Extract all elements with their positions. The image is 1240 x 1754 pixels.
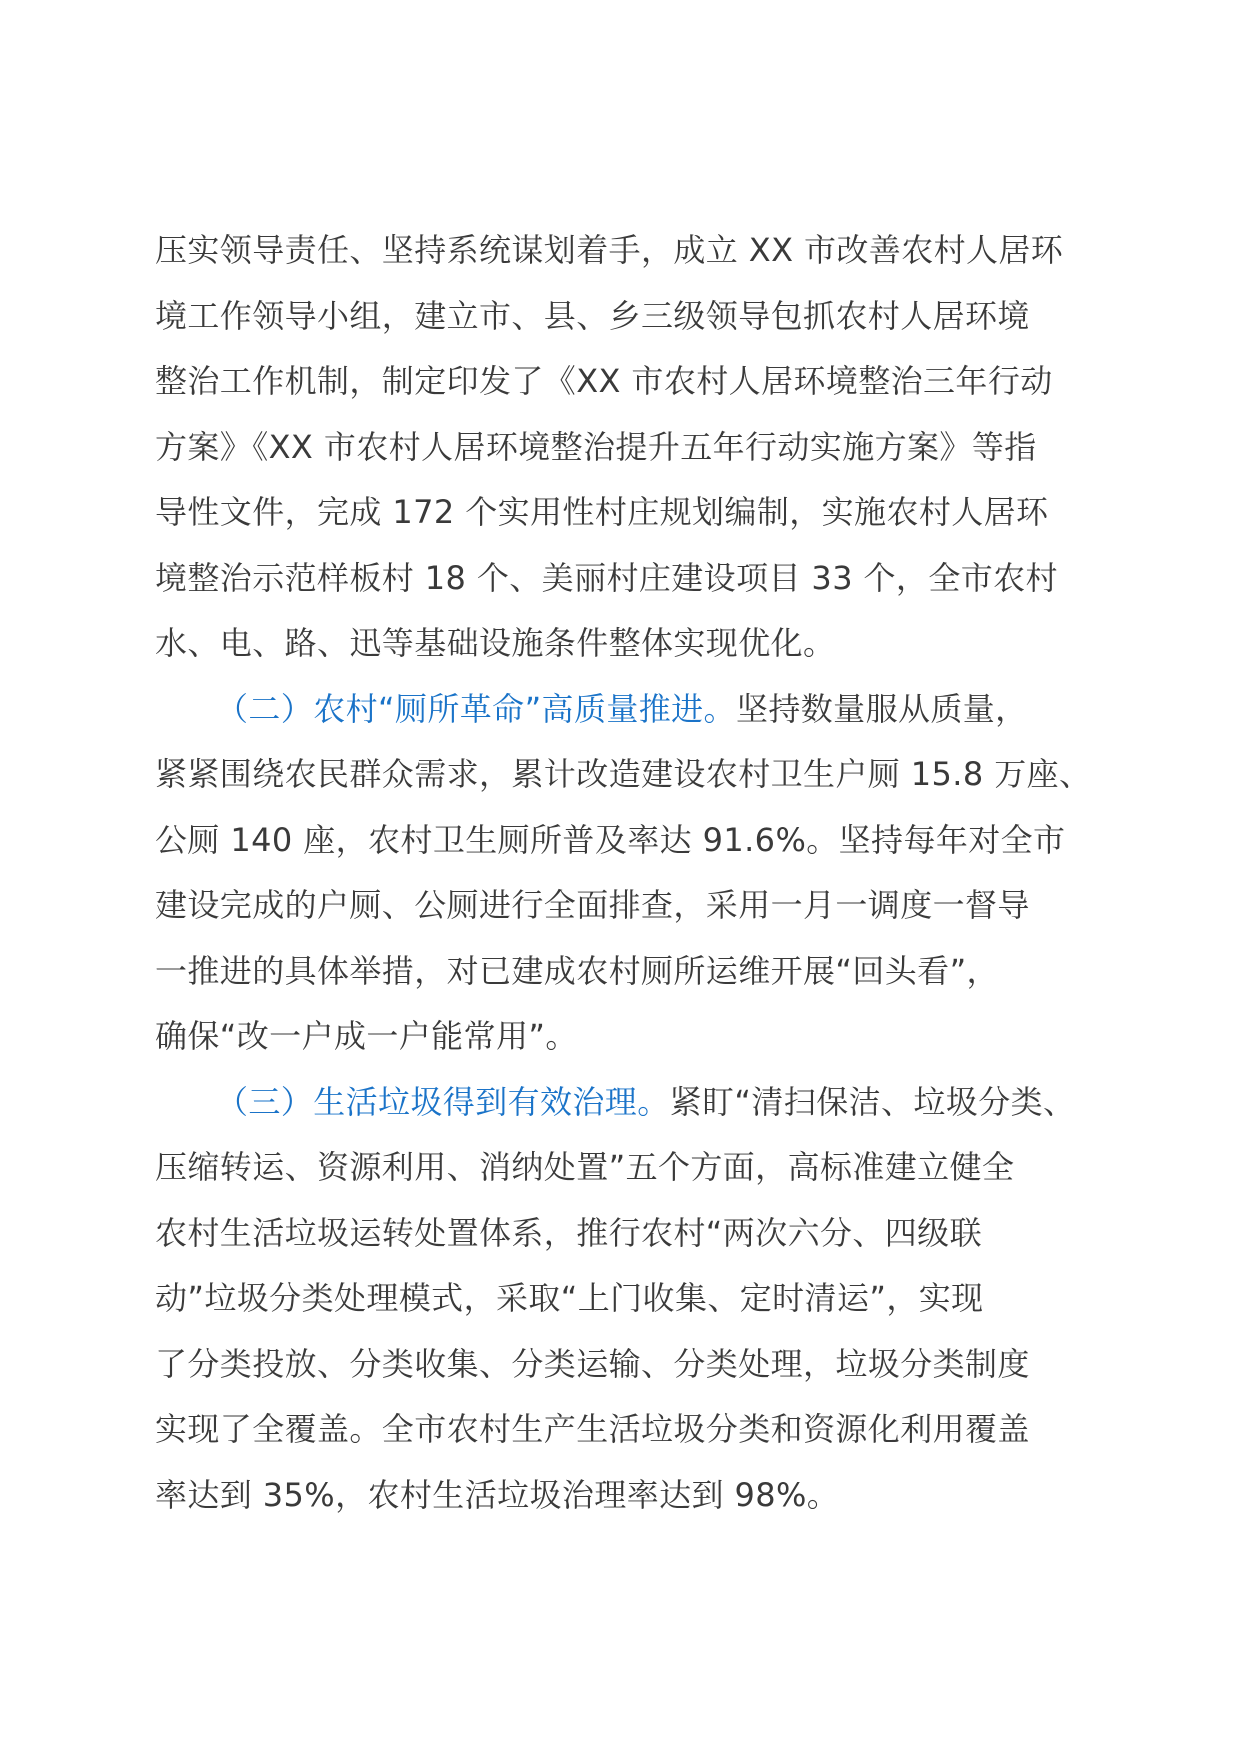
section-2-heading: （二）农村“厕所革命”高质量推进。 <box>216 689 736 728</box>
text-line: 一推进的具体举措，对已建成农村厕所运维开展“回头看”， <box>155 951 999 990</box>
text-line: 压实领导责任、坚持系统谋划着手，成立 XX 市改善农村人居环 <box>155 231 1064 269</box>
document-body <box>155 218 1100 1528</box>
text-line: 境整治示范样板村 18 个、美丽村庄建设项目 33 个，全市农村 <box>155 558 1058 597</box>
text-line: 水、电、路、迅等基础设施条件整体实现优化。 <box>155 624 836 662</box>
section-3-first-line <box>155 1070 1100 1136</box>
text-line: 农村生活垃圾运转处置体系，推行农村“两次六分、四级联 <box>155 1213 982 1252</box>
section-3-heading: （三）生活垃圾得到有效治理。 <box>216 1082 670 1121</box>
text-line: 紧紧围绕农民群众需求，累计改造建设农村卫生户厕 15.8 万座、 <box>155 755 1092 793</box>
text-line: 方案》《XX 市农村人居环境整治提升五年行动实施方案》等指 <box>155 427 1037 466</box>
section-3-text: 紧盯“清扫保洁、垃圾分类、 <box>669 1082 1076 1121</box>
section-2-first-line <box>155 677 1100 743</box>
text-line: 建设完成的户厕、公厕进行全面排查，采用一月一调度一督导 <box>155 886 1030 924</box>
text-line: 整治工作机制，制定印发了《XX 市农村人居环境整治三年行动 <box>155 362 1053 400</box>
text-line: 导性文件，完成 172 个实用性村庄规划编制，实施农村人居环 <box>155 493 1049 531</box>
section-2-text: 坚持数量服从质量， <box>735 689 1028 728</box>
text-line: 率达到 35%，农村生活垃圾治理率达到 98%。 <box>155 1475 840 1514</box>
text-line: 公厕 140 座，农村卫生厕所普及率达 91.6%。坚持每年对全市 <box>155 820 1066 859</box>
text-line: 压缩转运、资源利用、消纳处置”五个方面，高标准建立健全 <box>155 1148 1015 1186</box>
text-line: 动”垃圾分类处理模式，采取“上门收集、定时清运”，实现 <box>155 1279 984 1317</box>
text-line: 确保“改一户成一户能常用”。 <box>155 1017 578 1055</box>
text-line: 了分类投放、分类收集、分类运输、分类处理，垃圾分类制度 <box>155 1344 1030 1383</box>
text-line: 境工作领导小组，建立市、县、乡三级领导包抓农村人居环境 <box>155 296 1030 335</box>
text-line: 实现了全覆盖。全市农村生产生活垃圾分类和资源化利用覆盖 <box>155 1410 1030 1448</box>
